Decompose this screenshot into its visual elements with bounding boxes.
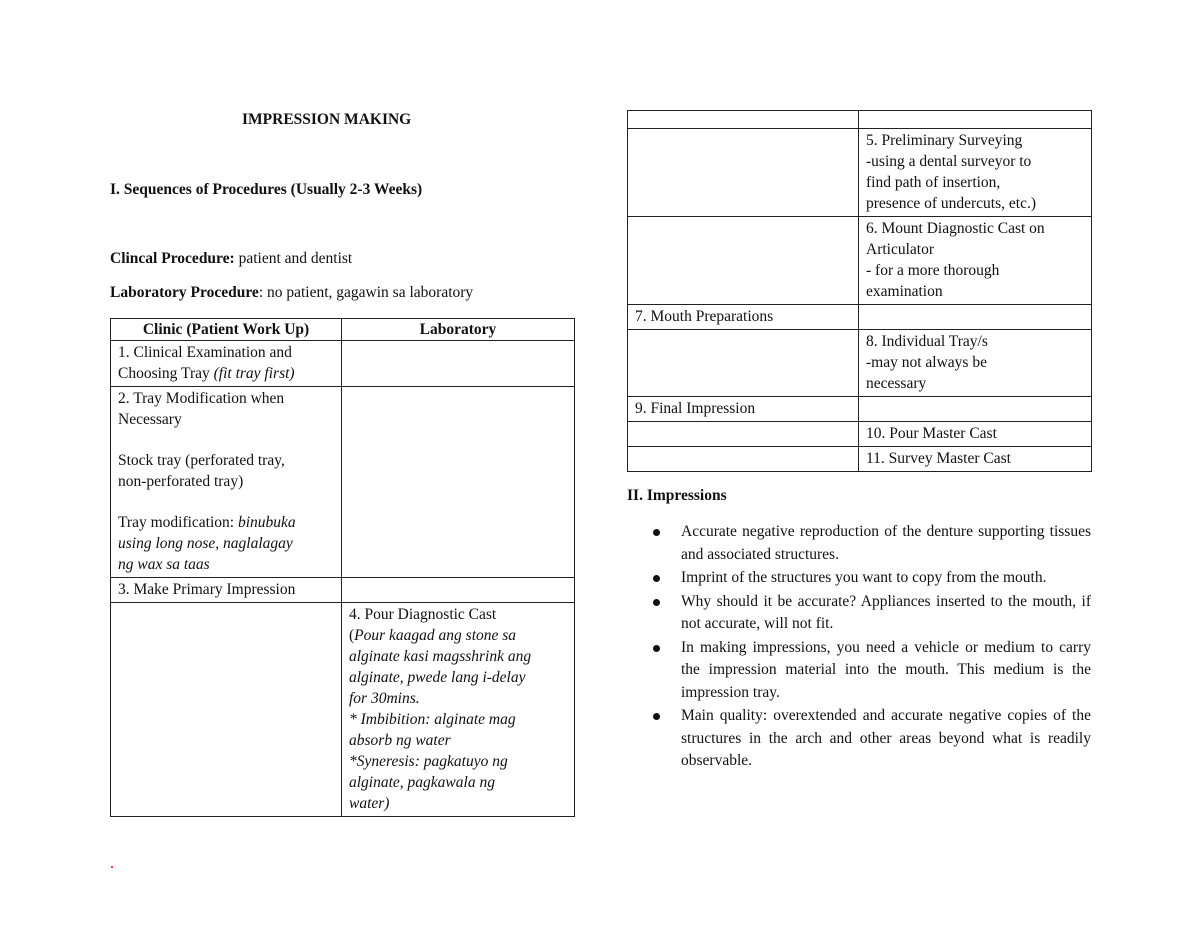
table-row bbox=[628, 330, 1092, 397]
cell-empty bbox=[628, 330, 859, 397]
cell-text-italic: water) bbox=[349, 795, 390, 812]
cell-step-1 bbox=[111, 341, 342, 387]
cell-spacer bbox=[118, 430, 334, 450]
cell-empty bbox=[111, 603, 342, 817]
cell-text-italic: binubuka bbox=[237, 514, 296, 531]
table-row bbox=[628, 422, 1092, 447]
section-2-heading: II. Impressions bbox=[627, 487, 727, 504]
clinical-procedure-text: patient and dentist bbox=[234, 250, 353, 267]
cell-empty bbox=[628, 422, 859, 447]
cell-spacer bbox=[118, 492, 334, 512]
bullet-icon bbox=[653, 645, 660, 652]
bullet-icon bbox=[653, 575, 660, 582]
table-row bbox=[628, 305, 1092, 330]
table-header-row bbox=[111, 319, 575, 341]
list-item bbox=[627, 521, 1091, 566]
cell-step-7: 7. Mouth Preparations bbox=[628, 305, 859, 330]
cell-empty bbox=[628, 447, 859, 472]
cell-text-part: ( bbox=[349, 627, 355, 644]
table-row bbox=[111, 578, 575, 603]
cell-text-part: Choosing Tray bbox=[118, 365, 214, 382]
cell-empty bbox=[628, 129, 859, 217]
table-row bbox=[628, 129, 1092, 217]
laboratory-procedure-line bbox=[110, 284, 473, 302]
list-item bbox=[627, 567, 1091, 590]
cell-empty bbox=[859, 111, 1092, 129]
cell-text-italic: (fit tray first) bbox=[213, 365, 295, 382]
cell-step-11: 11. Survey Master Cast bbox=[859, 447, 1092, 472]
column-header-laboratory: Laboratory bbox=[342, 319, 575, 341]
impressions-list bbox=[627, 521, 1091, 774]
list-item bbox=[627, 591, 1091, 636]
table-row bbox=[111, 387, 575, 578]
cell-text: -using a dental surveyor to bbox=[866, 153, 1032, 170]
cell-text-italic: alginate, pagkawala ng bbox=[349, 774, 495, 791]
bullet-icon bbox=[653, 713, 660, 720]
cell-empty bbox=[628, 111, 859, 129]
cell-text-italic: alginate kasi magsshrink ang bbox=[349, 648, 532, 665]
cell-step-8 bbox=[859, 330, 1092, 397]
cell-text-italic: for 30mins. bbox=[349, 690, 420, 707]
cell-text: non-perforated tray) bbox=[118, 473, 244, 490]
cell-text: find path of insertion, bbox=[866, 174, 1001, 191]
cell-text-italic: Pour kaagad ang stone sa bbox=[354, 627, 517, 644]
cell-text: Articulator bbox=[866, 241, 935, 258]
list-item-text: Accurate negative reproduction of the denture supporting tissues and associated structures. bbox=[681, 523, 1091, 563]
cell-step-9: 9. Final Impression bbox=[628, 397, 859, 422]
cell-text: 8. Individual Tray/s bbox=[866, 333, 988, 350]
cell-empty bbox=[342, 387, 575, 578]
clinical-procedure-line bbox=[110, 250, 352, 268]
cell-text-italic: alginate, pwede lang i-delay bbox=[349, 669, 526, 686]
cell-step-5 bbox=[859, 129, 1092, 217]
cell-step-6 bbox=[859, 217, 1092, 305]
list-item-text: Why should it be accurate? Appliances inserted to the mouth, if not accurate, will not fit. bbox=[681, 592, 1091, 632]
bullet-icon bbox=[653, 599, 660, 606]
cell-text: presence of undercuts, etc.) bbox=[866, 195, 1036, 212]
cell-text-italic: ng wax sa taas bbox=[118, 556, 210, 573]
cell-text bbox=[118, 363, 334, 384]
table-row bbox=[628, 447, 1092, 472]
section-1-heading: I. Sequences of Procedures (Usually 2-3 Weeks) bbox=[110, 181, 423, 198]
table-row bbox=[628, 217, 1092, 305]
cell-text-italic: absorb ng water bbox=[349, 732, 451, 749]
cell-step-3: 3. Make Primary Impression bbox=[111, 578, 342, 603]
cell-step-2 bbox=[111, 387, 342, 578]
cell-text-italic: * Imbibition: alginate mag bbox=[349, 711, 516, 728]
cell-text-part: Tray modification: bbox=[118, 514, 238, 531]
cell-empty bbox=[859, 305, 1092, 330]
list-item-text: Imprint of the structures you want to copy from the mouth. bbox=[681, 569, 1047, 586]
cell-text bbox=[349, 625, 567, 646]
column-header-clinic: Clinic (Patient Work Up) bbox=[111, 319, 342, 341]
cell-text: 6. Mount Diagnostic Cast on bbox=[866, 220, 1045, 237]
cell-text: necessary bbox=[866, 375, 927, 392]
cell-text-italic: *Syneresis: pagkatuyo ng bbox=[349, 753, 508, 770]
cell-text: 5. Preliminary Surveying bbox=[866, 132, 1023, 149]
list-item bbox=[627, 705, 1091, 773]
list-item bbox=[627, 637, 1091, 705]
cell-step-10: 10. Pour Master Cast bbox=[859, 422, 1092, 447]
cell-text: 1. Clinical Examination and bbox=[118, 344, 292, 361]
table-row bbox=[628, 397, 1092, 422]
cell-text bbox=[118, 512, 334, 533]
cell-empty bbox=[859, 397, 1092, 422]
table-row bbox=[628, 111, 1092, 129]
laboratory-procedure-text: : no patient, gagawin sa laboratory bbox=[258, 284, 474, 301]
sequence-table-left bbox=[110, 318, 575, 817]
clinical-procedure-label: Clincal Procedure: bbox=[110, 250, 235, 267]
cell-text: 4. Pour Diagnostic Cast bbox=[349, 606, 497, 623]
cell-empty bbox=[628, 217, 859, 305]
list-item-text: In making impressions, you need a vehicle or medium to carry the impression material into the mouth. This medium is the impression tray. bbox=[681, 638, 1091, 701]
cell-text: - for a more thorough bbox=[866, 262, 1000, 279]
cell-text-italic: using long nose, naglalagay bbox=[118, 535, 293, 552]
page-title: IMPRESSION MAKING bbox=[242, 111, 412, 128]
cell-text: Necessary bbox=[118, 411, 182, 428]
list-item-text: Main quality: overextended and accurate negative copies of the structures in the arch and other areas beyond what is readily observable. bbox=[681, 707, 1091, 769]
table-row bbox=[111, 603, 575, 817]
cell-empty bbox=[342, 341, 575, 387]
cell-text: -may not always be bbox=[866, 354, 987, 371]
cell-text: 2. Tray Modification when bbox=[118, 390, 285, 407]
cell-text: examination bbox=[866, 283, 943, 300]
cell-step-4 bbox=[342, 603, 575, 817]
sequence-table-right bbox=[627, 110, 1092, 472]
bullet-icon bbox=[653, 529, 660, 536]
laboratory-procedure-label: Laboratory Procedure bbox=[110, 284, 259, 301]
cell-text: Stock tray (perforated tray, bbox=[118, 452, 285, 469]
table-row bbox=[111, 341, 575, 387]
cell-empty bbox=[342, 578, 575, 603]
stray-mark bbox=[111, 866, 113, 868]
